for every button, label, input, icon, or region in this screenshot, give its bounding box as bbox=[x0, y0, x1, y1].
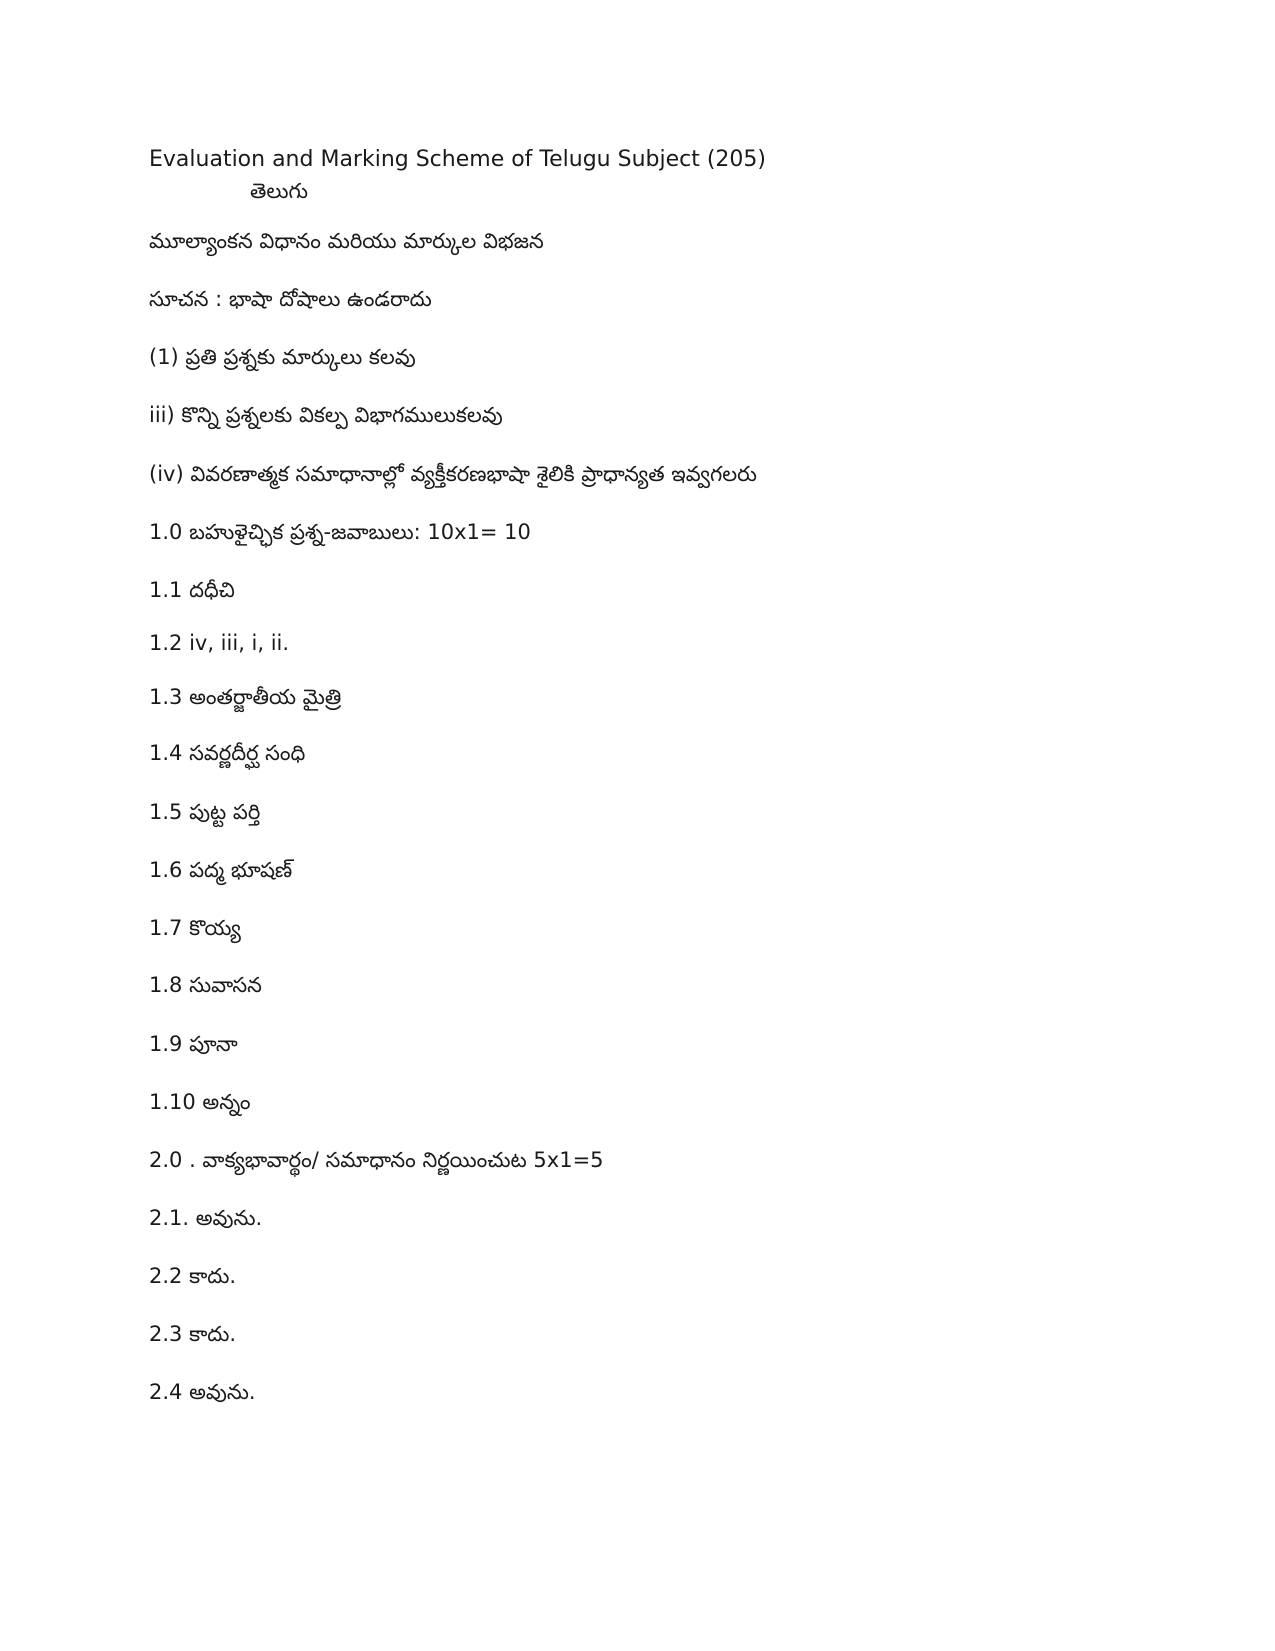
answer-item: 2.2 కాదు. bbox=[149, 1264, 237, 1288]
answer-item: 1.9 పూనా bbox=[149, 1032, 238, 1056]
answer-item: 1.8 సువాసన bbox=[149, 973, 262, 997]
answer-item: 1.5 పుట్ట పర్తి bbox=[149, 800, 261, 824]
document-title: Evaluation and Marking Scheme of Telugu Subject (205) bbox=[149, 147, 766, 172]
answer-item: 2.1. అవును. bbox=[149, 1206, 263, 1230]
answer-item: 2.4 అవును. bbox=[149, 1380, 256, 1404]
section2-heading: 2.0 . వాక్యభావార్థం/ సమాధానం నిర్ణయించుట 5x1=5 bbox=[149, 1148, 604, 1172]
answer-item: 1.3 అంతర్జాతీయ మైత్రి bbox=[149, 685, 342, 709]
answer-item: 1.2 iv, iii, i, ii. bbox=[149, 631, 290, 655]
section1-heading: 1.0 బహుళైచ్ఛిక ప్రశ్న-జవాబులు: 10x1= 10 bbox=[149, 520, 531, 544]
note-text: సూచన : భాషా దోషాలు ఉండరాదు bbox=[149, 287, 432, 311]
instruction-item: (1) ప్రతి ప్రశ్నకు మార్కులు కలవు bbox=[149, 345, 416, 369]
answer-item: 1.1 దధీచి bbox=[149, 578, 235, 602]
section-heading: మూల్యాంకన విధానం మరియు మార్కుల విభజన bbox=[149, 229, 544, 253]
answer-item: 1.7 కొయ్య bbox=[149, 916, 241, 940]
answer-item: 1.4 సవర్ణదీర్ఘ సంధి bbox=[149, 741, 306, 765]
answer-item: 1.10 అన్నం bbox=[149, 1090, 251, 1114]
answer-item: 1.6 పద్మ భూషణ్ bbox=[149, 858, 293, 882]
instruction-item: iii) కొన్ని ప్రశ్నలకు వికల్ప విభాగములుకలవు bbox=[149, 403, 503, 427]
document-subtitle: తెలుగు bbox=[250, 179, 309, 203]
answer-item: 2.3 కాదు. bbox=[149, 1322, 237, 1346]
instruction-item: (iv) వివరణాత్మక సమాధానాల్లో వ్యక్తీకరణభాషా శైలికి ప్రాధాన్యత ఇవ్వగలరు bbox=[149, 462, 757, 486]
